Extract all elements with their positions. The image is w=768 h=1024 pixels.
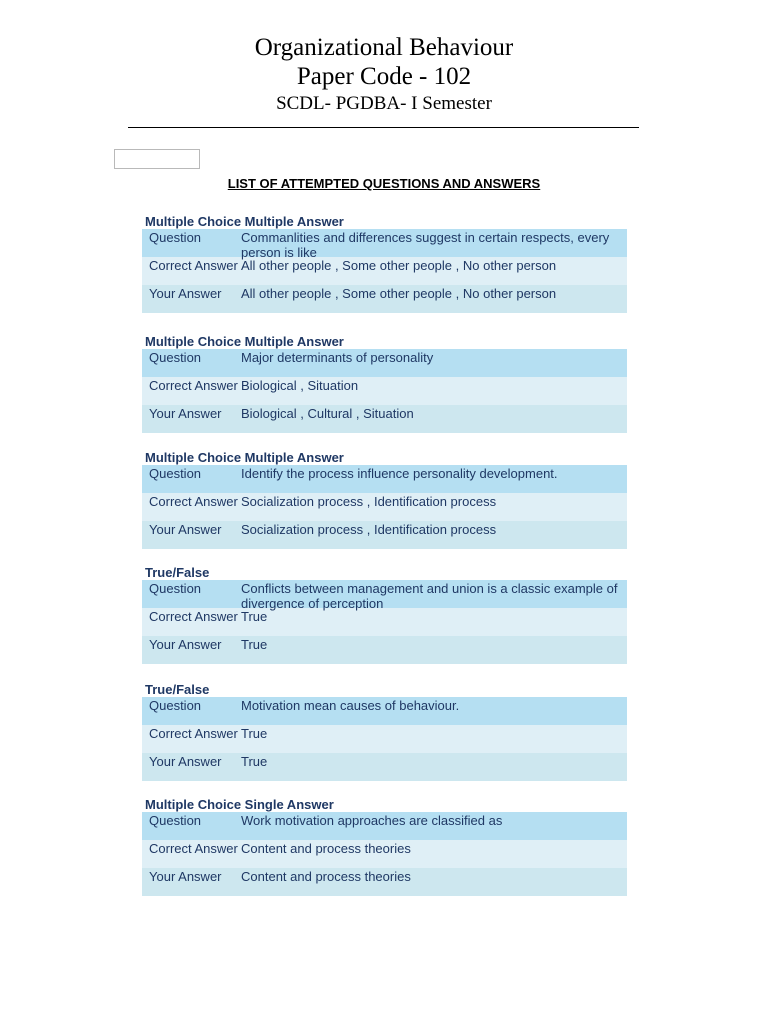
question-block-4 [142, 566, 627, 664]
question-text: Conflicts between management and union is a classic example of divergence of perception [241, 581, 618, 611]
your-answer-label: Your Answer [149, 637, 222, 652]
your-answer-row [142, 753, 627, 781]
question-block-6 [142, 798, 627, 896]
question-row [142, 697, 627, 725]
paper-code: Paper Code - 102 [296, 63, 472, 90]
correct-answer-text: Content and process theories [241, 841, 411, 856]
correct-answer-text: True [241, 609, 268, 624]
question-block-1 [142, 215, 627, 313]
question-row [142, 229, 627, 260]
question-text: Major determinants of personality [241, 350, 434, 365]
your-answer-text: True [241, 754, 268, 769]
question-block-2 [142, 335, 627, 433]
semester-label: SCDL- PGDBA- I Semester [276, 93, 492, 114]
question-text: Identify the process influence personality development. [241, 466, 558, 481]
question-label: Question [149, 813, 202, 828]
question-type: True/False [145, 565, 210, 580]
document-title: Organizational Behaviour [254, 34, 514, 61]
correct-answer-label: Correct Answer [149, 494, 238, 509]
correct-answer-label: Correct Answer [149, 609, 238, 624]
question-text: Commanlities and differences suggest in certain respects, every person is like [241, 230, 610, 260]
question-label: Question [149, 698, 202, 713]
correct-answer-label: Correct Answer [149, 841, 238, 856]
your-answer-row [142, 285, 627, 313]
question-block-5 [142, 683, 627, 781]
question-label: Question [149, 230, 202, 245]
your-answer-text: All other people , Some other people , No other person [241, 286, 557, 301]
your-answer-label: Your Answer [149, 754, 222, 769]
question-text: Motivation mean causes of behaviour. [241, 698, 460, 713]
correct-answer-text: Socialization process , Identification process [241, 494, 497, 509]
question-row [142, 465, 627, 493]
correct-answer-row [142, 608, 627, 636]
question-text: Work motivation approaches are classified as [241, 813, 503, 828]
question-type: Multiple Choice Multiple Answer [145, 214, 344, 229]
correct-answer-text: All other people , Some other people , No other person [241, 258, 557, 273]
your-answer-text: Biological , Cultural , Situation [241, 406, 414, 421]
list-title: LIST OF ATTEMPTED QUESTIONS AND ANSWERS [227, 176, 541, 191]
question-type: Multiple Choice Multiple Answer [145, 334, 344, 349]
your-answer-label: Your Answer [149, 522, 222, 537]
your-answer-row [142, 868, 627, 896]
your-answer-row [142, 405, 627, 433]
question-block-3 [142, 451, 627, 549]
your-answer-label: Your Answer [149, 286, 222, 301]
question-type: True/False [145, 682, 210, 697]
question-row [142, 812, 627, 840]
question-label: Question [149, 466, 202, 481]
your-answer-label: Your Answer [149, 406, 222, 421]
correct-answer-row [142, 725, 627, 753]
question-label: Question [149, 581, 202, 596]
your-answer-row [142, 636, 627, 664]
your-answer-text: Content and process theories [241, 869, 411, 884]
correct-answer-row [142, 493, 627, 521]
correct-answer-label: Correct Answer [149, 726, 238, 741]
question-type: Multiple Choice Single Answer [145, 797, 334, 812]
your-answer-text: True [241, 637, 268, 652]
question-row [142, 349, 627, 377]
empty-box [114, 149, 200, 169]
question-type: Multiple Choice Multiple Answer [145, 450, 344, 465]
your-answer-text: Socialization process , Identification process [241, 522, 497, 537]
header-divider [128, 127, 639, 128]
correct-answer-text: Biological , Situation [241, 378, 359, 393]
correct-answer-label: Correct Answer [149, 378, 238, 393]
correct-answer-label: Correct Answer [149, 258, 238, 273]
question-row [142, 580, 627, 611]
correct-answer-row [142, 257, 627, 285]
correct-answer-row [142, 840, 627, 868]
your-answer-label: Your Answer [149, 869, 222, 884]
correct-answer-row [142, 377, 627, 405]
correct-answer-text: True [241, 726, 268, 741]
your-answer-row [142, 521, 627, 549]
question-label: Question [149, 350, 202, 365]
